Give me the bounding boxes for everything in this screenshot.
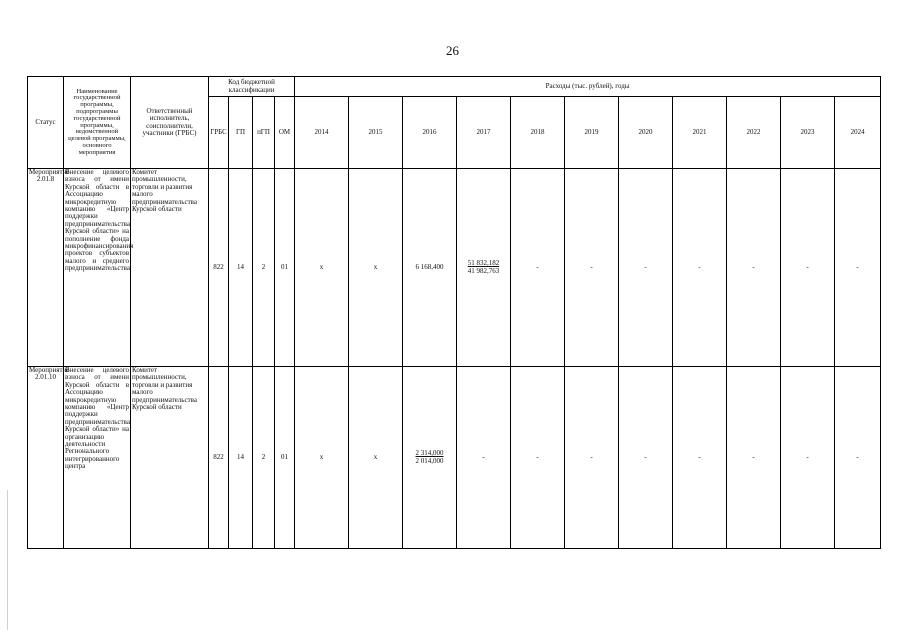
col-year-2023: 2023 — [781, 97, 835, 169]
col-budget-code: Код бюджетной классификации — [209, 77, 295, 97]
row-status: Мероприятие 2.01.10 — [28, 367, 64, 549]
new-value: 41 982,763 — [467, 266, 500, 275]
row-2021: - — [673, 169, 727, 367]
row-2022: - — [727, 367, 781, 549]
col-grbs: ГРБС — [209, 97, 229, 169]
col-year-2017: 2017 — [457, 97, 511, 169]
row-2015: х — [349, 367, 403, 549]
row-status: Мероприятие 2.01.8 — [28, 169, 64, 367]
row-2016: 6 168,400 — [403, 169, 457, 367]
page-number: 26 — [446, 43, 459, 58]
row-name: Внесение целевого взноса от имени Курской области в Ассоциацию микрокредитную компанию «Центр поддержки предпринимательства Курской области» на пополнение фонда микрофинансирования проектов субъектов малого и среднего предпринимательства — [64, 169, 131, 367]
row-2015: х — [349, 169, 403, 367]
col-status: Статус — [28, 77, 64, 169]
row-2017 — [457, 169, 511, 367]
col-pgp: пГП — [253, 97, 275, 169]
col-name: Наименование государственной программы, подпрограммы государственной программы, ведомственной целевой программы, основного мероприятия — [64, 77, 131, 169]
row-2021: - — [673, 367, 727, 549]
row-2020: - — [619, 169, 673, 367]
old-value: 2 314,000 — [415, 449, 444, 458]
table-row — [28, 169, 881, 367]
row-2023: - — [781, 367, 835, 549]
col-year-2014: 2014 — [295, 97, 349, 169]
row-name: Внесение целевого взноса от имени Курской области в Ассоциацию микрокредитную компанию «Центр поддержки предпринимательства Курской области» на организацию деятельности Регионального интегрированного центра — [64, 367, 131, 549]
row-2018: - — [511, 367, 565, 549]
row-2017: - — [457, 367, 511, 549]
row-grbs: 822 — [209, 169, 229, 367]
new-value: 2 014,000 — [415, 456, 444, 465]
row-gp: 14 — [229, 367, 253, 549]
row-om: 01 — [275, 169, 295, 367]
col-year-2024: 2024 — [835, 97, 881, 169]
row-2019: - — [565, 169, 619, 367]
row-pgp: 2 — [253, 367, 275, 549]
col-year-2020: 2020 — [619, 97, 673, 169]
row-2014: х — [295, 169, 349, 367]
row-pgp: 2 — [253, 169, 275, 367]
col-responsible: Ответственный исполнитель, соисполнители, участники (ГРБС) — [131, 77, 209, 169]
col-year-2018: 2018 — [511, 97, 565, 169]
row-2024: - — [835, 367, 881, 549]
budget-table — [27, 76, 881, 549]
col-year-2022: 2022 — [727, 97, 781, 169]
row-gp: 14 — [229, 169, 253, 367]
col-gp: ГП — [229, 97, 253, 169]
row-om: 01 — [275, 367, 295, 549]
row-2022: - — [727, 169, 781, 367]
col-year-2021: 2021 — [673, 97, 727, 169]
table-row — [28, 367, 881, 549]
row-2016 — [403, 367, 457, 549]
col-year-2015: 2015 — [349, 97, 403, 169]
row-2024: - — [835, 169, 881, 367]
col-year-2019: 2019 — [565, 97, 619, 169]
row-2020: - — [619, 367, 673, 549]
row-2014: х — [295, 367, 349, 549]
row-grbs: 822 — [209, 367, 229, 549]
margin-mark — [7, 490, 8, 630]
row-2023: - — [781, 169, 835, 367]
old-value: 51 832,182 — [467, 259, 500, 268]
row-2019: - — [565, 367, 619, 549]
row-responsible: Комитет промышленности, торговли и развития малого предпринимательства Курской области — [131, 367, 209, 549]
col-year-2016: 2016 — [403, 97, 457, 169]
col-expenses: Расходы (тыс. рублей), годы — [295, 77, 881, 97]
row-responsible: Комитет промышленности, торговли и развития малого предпринимательства Курской области — [131, 169, 209, 367]
col-om: ОМ — [275, 97, 295, 169]
header-row-1 — [28, 77, 881, 97]
row-2018: - — [511, 169, 565, 367]
